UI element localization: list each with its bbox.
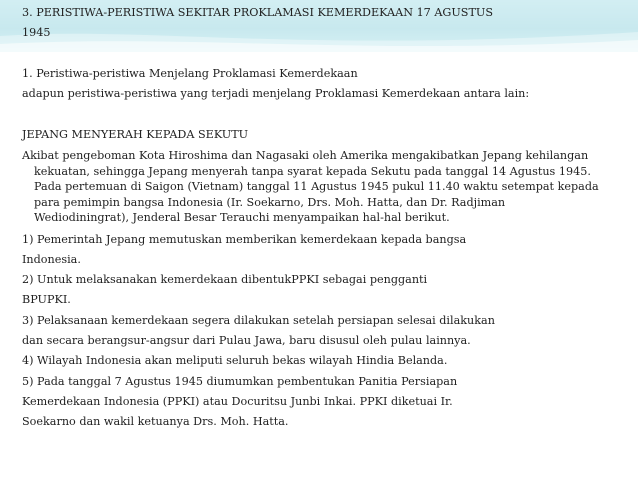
list-item: dan secara berangsur-angsur dari Pulau Jawa, baru disusul oleh pulau lainnya. xyxy=(22,334,471,348)
slide-title-line2: 1945 xyxy=(22,26,51,40)
list-item: Kemerdekaan Indonesia (PPKI) atau Docuritsu Junbi Inkai. PPKI diketuai Ir. xyxy=(22,394,453,408)
list-item: 5) Pada tanggal 7 Agustus 1945 diumumkan pembentukan Panitia Persiapan xyxy=(22,374,458,388)
list-item: 1) Pemerintah Jepang memutuskan memberikan kemerdekaan kepada bangsa xyxy=(22,232,467,246)
paragraph-line: Akibat pengeboman Kota Hiroshima dan Nagasaki oleh Amerika mengakibatkan Jepang kehilangan xyxy=(22,149,589,163)
list-item: 4) Wilayah Indonesia akan meliputi seluruh bekas wilayah Hindia Belanda. xyxy=(22,354,448,368)
list-item: Soekarno dan wakil ketuanya Drs. Moh. Hatta. xyxy=(22,415,289,429)
paragraph-line: kekuatan, sehingga Jepang menyerah tanpa syarat kepada Sekutu pada tanggal 14 Agustus 1945. xyxy=(34,164,591,178)
intro-text: adapun peristiwa-peristiwa yang terjadi menjelang Proklamasi Kemerdekaan antara lain: xyxy=(22,87,530,101)
slide-title-line1: 3. PERISTIWA-PERISTIWA SEKITAR PROKLAMASI KEMERDEKAAN 17 AGUSTUS xyxy=(22,6,494,19)
list-item: 3) Pelaksanaan kemerdekaan segera dilakukan setelah persiapan selesai dilakukan xyxy=(22,313,495,327)
section-heading: JEPANG MENYERAH KEPADA SEKUTU xyxy=(22,127,249,141)
list-item: 2) Untuk melaksanakan kemerdekaan dibentukPPKI sebagai pengganti xyxy=(22,273,428,287)
paragraph-line: para pemimpin bangsa Indonesia (Ir. Soekarno, Drs. Moh. Hatta, dan Dr. Radjiman xyxy=(34,195,506,209)
list-item: Indonesia. xyxy=(22,252,81,266)
paragraph-line: Pada pertemuan di Saigon (Vietnam) tanggal 11 Agustus 1945 pukul 11.40 waktu setempat kepada xyxy=(34,180,599,194)
sub-heading: 1. Peristiwa-peristiwa Menjelang Proklamasi Kemerdekaan xyxy=(22,66,358,80)
paragraph-line: Wediodiningrat), Jenderal Besar Terauchi menyampaikan hal-hal berikut. xyxy=(34,211,450,225)
slide-content xyxy=(22,0,632,433)
list-item: BPUPKI. xyxy=(22,293,71,307)
